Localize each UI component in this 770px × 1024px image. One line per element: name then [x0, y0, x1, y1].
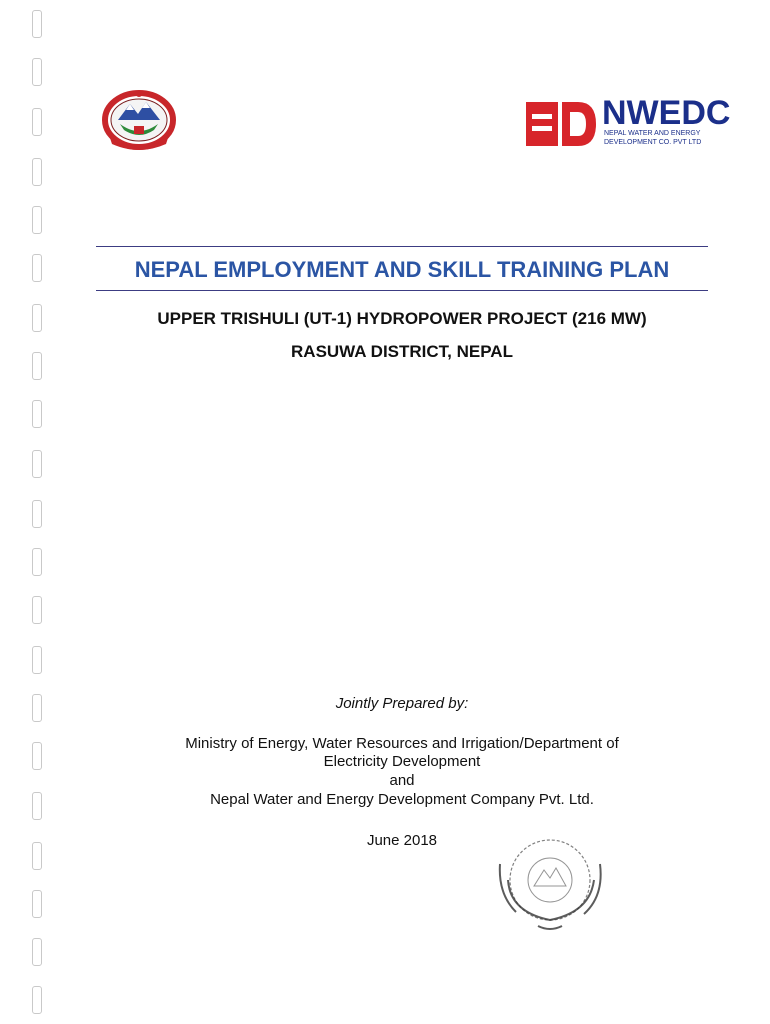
binding-hole — [32, 500, 42, 528]
binding-holes — [30, 0, 44, 1024]
binding-hole — [32, 842, 42, 870]
binding-hole — [32, 352, 42, 380]
binding-hole — [32, 548, 42, 576]
document-date: June 2018 — [366, 832, 438, 849]
binding-hole — [32, 890, 42, 918]
binding-hole — [32, 596, 42, 624]
binding-hole — [32, 938, 42, 966]
binding-hole — [32, 206, 42, 234]
binding-hole — [32, 646, 42, 674]
title-bottom-rule — [96, 290, 708, 291]
preparer-ministry-line2: Electricity Development — [323, 753, 481, 770]
binding-hole — [32, 400, 42, 428]
nwedc-logo — [526, 94, 731, 154]
jointly-prepared-label: Jointly Prepared by: — [335, 695, 469, 712]
binding-hole — [32, 10, 42, 38]
binding-hole — [32, 986, 42, 1014]
preparers-and: and — [389, 772, 415, 789]
binding-hole — [32, 304, 42, 332]
binding-hole — [32, 108, 42, 136]
binding-hole — [32, 792, 42, 820]
document-title: NEPAL EMPLOYMENT AND SKILL TRAINING PLAN — [134, 257, 670, 282]
binding-hole — [32, 694, 42, 722]
binding-hole — [32, 58, 42, 86]
title-top-rule — [96, 246, 708, 247]
nepal-government-emblem-icon — [96, 86, 182, 154]
preparer-company: Nepal Water and Energy Development Company Pvt. Ltd. — [210, 791, 594, 808]
brand-name: NWEDC — [602, 94, 731, 132]
project-location: RASUWA DISTRICT, NEPAL — [291, 342, 513, 361]
official-seal-stamp-icon — [486, 834, 620, 936]
brand-subtitle-line2: DEVELOPMENT CO. PVT LTD — [604, 139, 702, 146]
binding-hole — [32, 742, 42, 770]
preparer-ministry-line1: Ministry of Energy, Water Resources and Irrigation/Department of — [185, 735, 619, 752]
binding-hole — [32, 158, 42, 186]
binding-hole — [32, 450, 42, 478]
binding-hole — [32, 254, 42, 282]
project-subtitle: UPPER TRISHULI (UT-1) HYDROPOWER PROJECT (216 MW) — [157, 309, 647, 328]
brand-subtitle-line1: NEPAL WATER AND ENERGY — [604, 130, 701, 137]
nd-logo-icon — [526, 102, 596, 146]
